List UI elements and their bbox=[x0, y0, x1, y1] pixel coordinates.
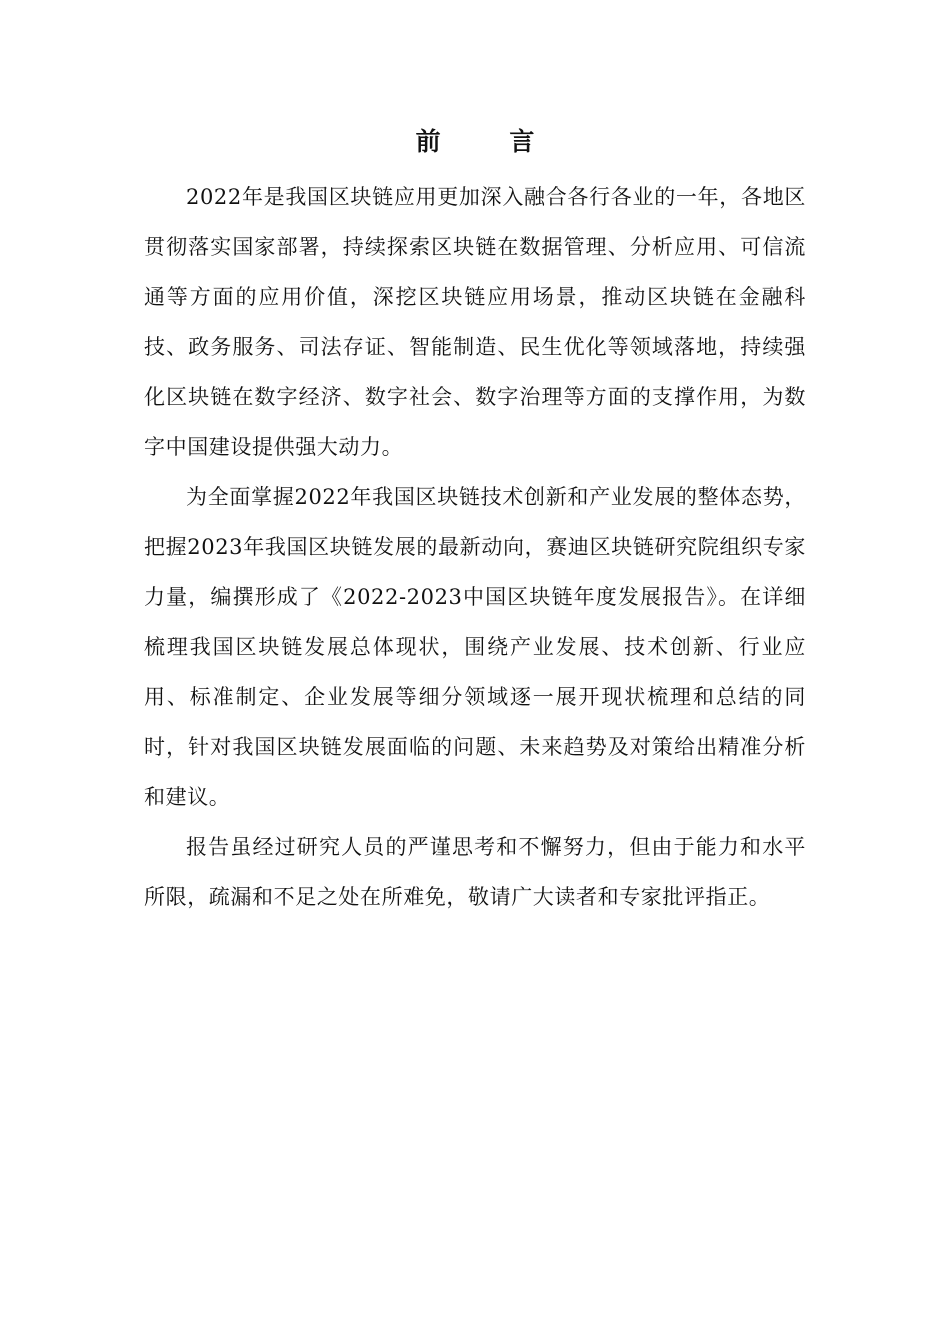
page-title: 前 言 bbox=[415, 127, 565, 156]
paragraph-1: 2022年是我国区块链应用更加深入融合各行各业的一年，各地区贯彻落实国家部署，持续探索区块链在数据管理、分析应用、可信流通等方面的应用价值，深挖区块链应用场景，推动区块链在金融科技、政务服务、司法存证、智能制造、民生优化等领域落地，持续强化区块链在数字经济、数字社会、数字治理等方面的支撑作用，为数字中国建设提供强大动力。 bbox=[144, 185, 806, 459]
paragraph-3: 报告虽经过研究人员的严谨思考和不懈努力，但由于能力和水平所限，疏漏和不足之处在所难免，敬请广大读者和专家批评指正。 bbox=[144, 835, 806, 909]
document-body bbox=[144, 120, 806, 922]
paragraph-2: 为全面掌握2022年我国区块链技术创新和产业发展的整体态势，把握2023年我国区块链发展的最新动向，赛迪区块链研究院组织专家力量，编撰形成了《2022-2023中国区块链年度发展报告》。在详细梳理我国区块链发展总体现状，围绕产业发展、技术创新、行业应用、标准制定、企业发展等细分领域逐一展开现状梳理和总结的同时，针对我国区块链发展面临的问题、未来趋势及对策给出精准分析和建议。 bbox=[144, 485, 806, 809]
